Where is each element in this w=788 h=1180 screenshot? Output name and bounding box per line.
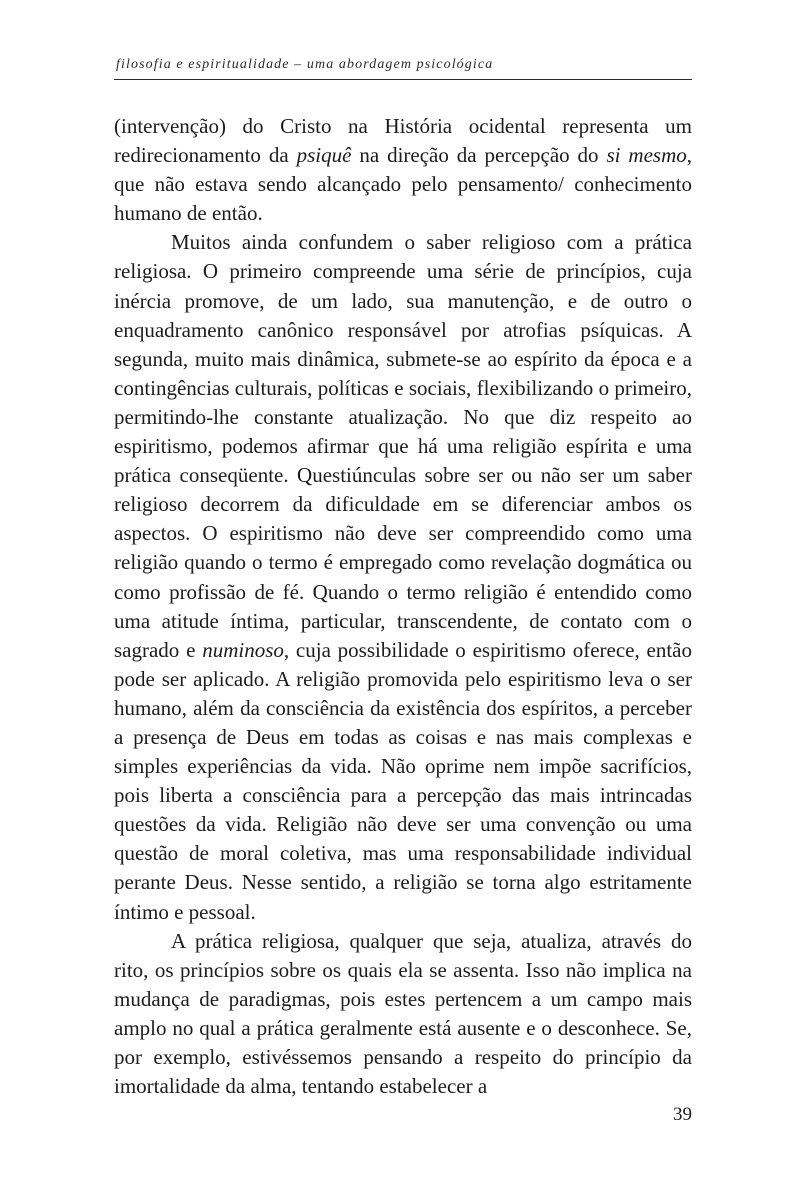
paragraph-1-italic-si-mesmo: si mesmo — [606, 143, 687, 168]
paragraph-1 — [114, 112, 692, 228]
page-body — [114, 112, 692, 1101]
paragraph-1-text-c: , que não estava sendo alcançado pelo pensamento/ conhecimento humano de então. — [114, 143, 692, 226]
paragraph-2-text-a: Muitos ainda confundem o saber religioso com a prática religiosa. O primeiro compreende uma série de princípios, cuja inércia promove, de um lado, sua manutenção, e de outro o enquadramento canônico responsável por atrofias psíquicas. A segunda, muito mais dinâmica, submete-se ao espírito da época e a contingências culturais, políticas e sociais, flexibilizando o primeiro, permitindo-lhe constante atualização. No que diz respeito ao espiritismo, podemos afirmar que há uma religião espírita e uma prática conseqüente. Questiúnculas sobre ser ou não ser um saber religioso decorrem da dificuldade em se diferenciar ambos os aspectos. O espiritismo não deve ser compreendido como uma religião quando o termo é empregado como revelação dogmática ou como profissão de fé. Quando o termo religião é entendido como uma atitude íntima, particular, transcendente, de contato com o sagrado e — [114, 230, 692, 662]
paragraph-1-text-a: (intervenção) do Cristo na História ocidental representa um redirecionamento da — [114, 114, 692, 168]
paragraph-3 — [114, 927, 692, 1102]
paragraph-1-text-b: na direção da percepção do — [351, 143, 607, 168]
paragraph-2-italic-numinoso: numinoso — [202, 637, 284, 662]
page-number: 39 — [673, 1104, 692, 1125]
paragraph-3-text: A prática religiosa, qualquer que seja, atualiza, através do rito, os princípios sobre os quais ela se assenta. Isso não implica na mudança de paradigmas, pois estes pertencem a um campo mais amplo no qual a prática geralmente está ausente e o desconhece. Se, por exemplo, estivéssemos pensando a respeito do princípio da imortalidade da alma, tentando estabelecer a — [114, 928, 692, 1099]
running-header: filosofia e espiritualidade – uma abordagem psicológica — [116, 57, 494, 72]
paragraph-2-text-b: , cuja possibilidade o espiritismo oferece, então pode ser aplicado. A religião promovida pelo espiritismo leva o ser humano, além da consciência da existência dos espíritos, a perceber a presença de Deus em todas as coisas e nas mais complexas e simples experiências da vida. Não oprime nem impõe sacrifícios, pois liberta a consciência para a percepção das mais intrincadas questões da vida. Religião não deve ser uma convenção ou uma questão de moral coletiva, mas uma responsabilidade individual perante Deus. Nesse sentido, a religião se torna algo estritamente íntimo e pessoal. — [114, 637, 692, 924]
paragraph-2 — [114, 228, 692, 926]
paragraph-1-italic-psique: psiquê — [296, 143, 352, 168]
header-rule — [114, 79, 692, 80]
